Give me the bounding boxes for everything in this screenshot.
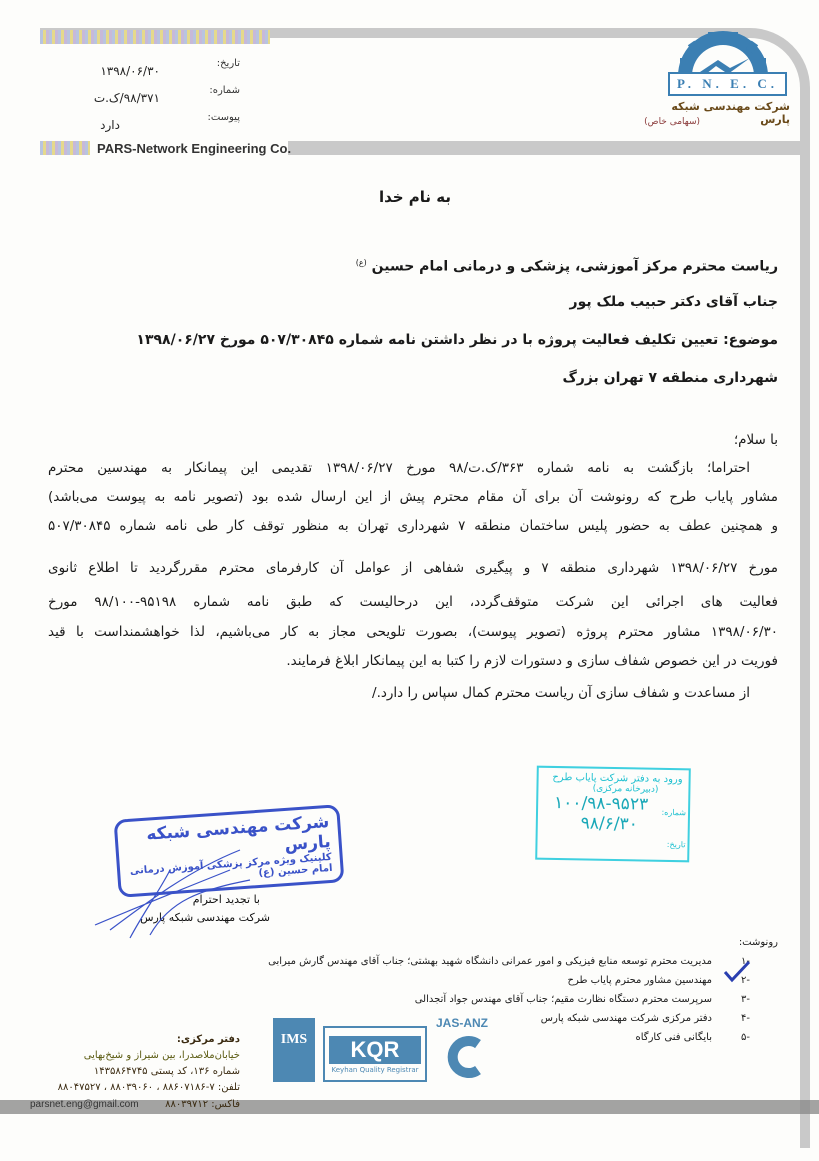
header-stripe-right: [288, 141, 808, 155]
office-phone: تلفن: ۷-۸۸۶۰۷۱۸۶ ، ۸۸۰۳۹۰۶۰ ، ۸۸۰۴۷۵۲۷: [57, 1082, 240, 1093]
header-stripe: [40, 30, 270, 44]
body-line: مشاور پایاب طرح که رونوشت آن برای آن مقام محترم پیش از این ارسال شده بود (تصویر نامه به پیوست می‌باشد): [48, 489, 778, 505]
received-stamp: [535, 766, 691, 863]
cc-number: -۱: [741, 956, 750, 967]
attachment-label: پیوست:: [207, 112, 240, 123]
greeting: با سلام؛: [733, 432, 778, 448]
cc-item: مدیریت محترم توسعه منابع فیزیکی و امور عمرانی دانشگاه شهید بهشتی؛ جناب آقای مهندس گارش میرابی: [268, 956, 712, 967]
office-address1: خیابان‌ملاصدرا، بین شیراز و شیخ‌بهایی: [83, 1050, 240, 1061]
cc-item: دفتر مرکزی شرکت مهندسی شبکه پارس: [540, 1013, 712, 1024]
cc-number: -۳: [741, 994, 750, 1005]
cc-item: بایگانی فنی کارگاه: [635, 1032, 712, 1043]
body-line: و همچنین عطف به حضور پلیس ساختمان منطقه ۷ شهرداری تهران به منظور توقف کار طی نامه شماره ۵۰۷/۳۰۸۴۵: [48, 518, 778, 534]
recipient-honorific: (ع): [355, 258, 367, 267]
ims-logo: IMS: [273, 1018, 315, 1082]
cc-number: -۲: [741, 975, 750, 986]
header-stripe-left: [40, 141, 90, 155]
recipient-title: ریاست محترم مرکز آموزشی، پزشکی و درمانی امام حسین: [371, 258, 778, 275]
handwritten-signature-icon: [90, 830, 330, 940]
received-stamp-number: ۱۰۰/۹۸-۹۵۲۳: [553, 792, 649, 815]
kqr-mark: KQR: [329, 1036, 421, 1064]
body-line: فوریت در این خصوص شفاف سازی و دستورات لازم را کتبا به این پیمانکار ابلاغ فرمایند.: [286, 653, 778, 669]
signature-regards: با تجدید احترام: [192, 893, 260, 906]
received-stamp-line1: ورود به دفتر شرکت پایاب طرح: [552, 771, 683, 786]
body-line: احتراما؛ بازگشت به نامه شماره ۳۶۳/ک.ت/۹۸ مورخ ۱۳۹۸/۰۶/۲۷ تقدیمی این پیمانکار به مهندسین محترم: [48, 460, 750, 476]
cc-number: -۵: [741, 1032, 750, 1043]
company-name-fa: شرکت مهندسی شبکه پارس: [671, 100, 790, 126]
cc-item: سرپرست محترم دستگاه نظارت مقیم؛ جناب آقای مهندس جواد آتجدالی: [414, 994, 712, 1005]
subject-line1: موضوع: تعیین تکلیف فعالیت پروژه با در نظر داشتن نامه شماره ۵۰۷/۳۰۸۴۵ مورخ ۱۳۹۸/۰۶/۲۷: [136, 332, 778, 348]
office-email: parsnet.eng@gmail.com: [30, 1099, 139, 1110]
office-title: دفتر مرکزی:: [176, 1034, 240, 1045]
received-stamp-line2: (دبیرخانه مرکزی): [592, 783, 659, 795]
logo-pnec: P. N. E. C.: [668, 72, 787, 96]
attachment-value: دارد: [100, 118, 120, 132]
basmala: به نام خدا: [378, 188, 452, 206]
date-value: ۱۳۹۸/۰۶/۳۰: [100, 64, 160, 78]
checkmark-icon: [722, 960, 752, 984]
signature-company: شرکت مهندسی شبکه پارس: [140, 911, 270, 924]
body-line: ۱۳۹۸/۰۶/۳۰ مشاور محترم پروژه (تصویر پیوست)، بصورت تلویحی مجاز به کار می‌باشیم، لذا خواهشمنداست با قید: [48, 624, 778, 640]
office-fax: فاکس: ۸۸۰۳۹۷۱۲: [165, 1099, 240, 1110]
company-stamp-title: شرکت مهندسی شبکه پارس: [145, 811, 332, 856]
kqr-caption: Keyhan Quality Registrar: [331, 1066, 419, 1074]
cc-title: رونوشت:: [738, 937, 778, 948]
body-line: فعالیت های اجرائی این شرکت متوقف‌گردد، این درحالیست که طبق نامه شماره ۹۵۱۹۸-۹۸/۱۰۰ مورخ: [48, 594, 778, 610]
company-stamp-received: کلینیک ویژه مرکز پزشکی آموزش درمانی امام حسین (ع): [129, 851, 333, 879]
date-label: تاریخ:: [216, 58, 240, 69]
received-stamp-date: ۹۸/۶/۳۰: [580, 813, 638, 835]
body-line: مورخ ۱۳۹۸/۰۶/۲۷ شهرداری منطقه ۷ و پیگیری شفاهی از عوامل آن کارفرمای محترم مقررگردید تا اطلاع ثانوی: [48, 560, 778, 576]
company-name-en: PARS-Network Engineering Co.: [97, 141, 292, 156]
recipient-name: جناب آقای دکتر حبیب ملک پور: [569, 294, 778, 310]
subject-line2: شهرداری منطقه ۷ تهران بزرگ: [562, 370, 778, 386]
kqr-logo: [323, 1026, 427, 1082]
number-label: شماره:: [209, 85, 240, 96]
received-stamp-number-label: شماره:: [661, 807, 687, 818]
company-type: (سهامی خاص): [644, 117, 700, 127]
received-stamp-date-label: تاریخ:: [666, 839, 686, 850]
cc-item: مهندسین مشاور محترم پایاب طرح: [567, 975, 712, 986]
cc-number: -۴: [741, 1013, 750, 1024]
closing: از مساعدت و شفاف سازی آن ریاست محترم کمال سپاس را دارد./: [372, 685, 750, 701]
number-value: ۹۸/۳۷۱/ک.ت: [93, 91, 160, 105]
jas-anz-label: JAS-ANZ: [436, 1016, 489, 1030]
recipient-line1: [300, 258, 778, 275]
office-address2: شماره ۱۳۶، کد پستی ۱۴۳۵۸۶۴۷۴۵: [93, 1066, 240, 1077]
jas-anz-logo-icon: [438, 1032, 494, 1082]
